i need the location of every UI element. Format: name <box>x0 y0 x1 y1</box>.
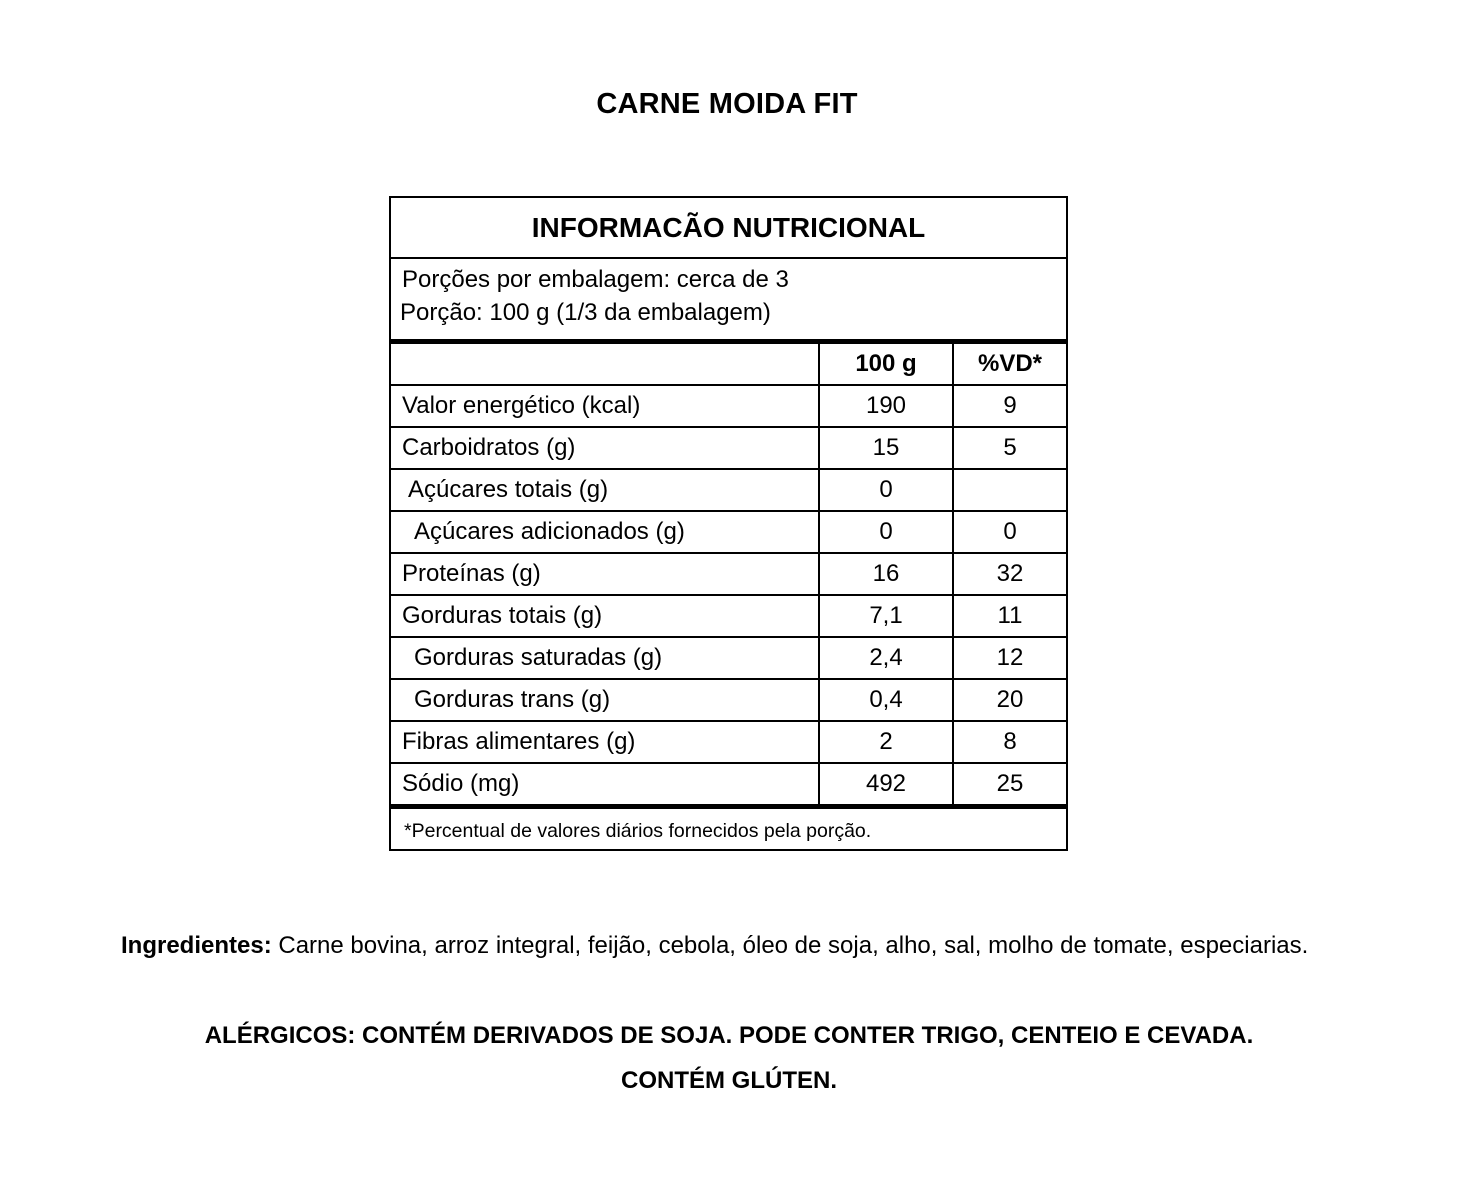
nutrient-name: Açúcares adicionados (g) <box>391 511 819 553</box>
nutrient-daily-value <box>953 469 1066 511</box>
nutrient-name: Gorduras trans (g) <box>391 679 819 721</box>
nutrient-daily-value: 20 <box>953 679 1066 721</box>
nutrient-name: Carboidratos (g) <box>391 427 819 469</box>
table-row <box>391 637 1066 679</box>
column-header-nutrient <box>391 344 819 385</box>
nutrient-daily-value: 8 <box>953 721 1066 763</box>
serving-info <box>391 259 1066 344</box>
product-title: CARNE MOIDA FIT <box>596 88 858 120</box>
nutrient-name: Sódio (mg) <box>391 763 819 807</box>
nutrient-quantity: 0,4 <box>819 679 953 721</box>
nutrition-facts-panel <box>389 196 1068 851</box>
table-row <box>391 679 1066 721</box>
nutrient-quantity: 0 <box>819 469 953 511</box>
ingredients-label: Ingredientes: <box>121 932 272 959</box>
ingredients-section <box>121 924 1351 968</box>
nutrition-header: INFORMACÃO NUTRICIONAL <box>391 198 1066 259</box>
nutrient-daily-value: 0 <box>953 511 1066 553</box>
nutrient-name: Fibras alimentares (g) <box>391 721 819 763</box>
servings-per-package: Porções por embalagem: cerca de 3 <box>402 266 789 293</box>
nutrient-daily-value: 12 <box>953 637 1066 679</box>
nutrient-quantity: 16 <box>819 553 953 595</box>
nutrient-quantity: 15 <box>819 427 953 469</box>
serving-size: Porção: 100 g (1/3 da embalagem) <box>400 299 771 326</box>
table-row <box>391 721 1066 763</box>
nutrient-quantity: 2 <box>819 721 953 763</box>
nutrient-name: Gorduras saturadas (g) <box>391 637 819 679</box>
nutrient-daily-value: 11 <box>953 595 1066 637</box>
table-row <box>391 763 1066 807</box>
table-header-row <box>391 344 1066 385</box>
nutrient-quantity: 492 <box>819 763 953 807</box>
nutrients-table <box>391 344 1066 809</box>
allergens-line-2: CONTÉM GLÚTEN. <box>621 1067 837 1094</box>
nutrient-daily-value: 25 <box>953 763 1066 807</box>
ingredients-text: Carne bovina, arroz integral, feijão, cebola, óleo de soja, alho, sal, molho de tomate, especiarias. <box>278 932 1309 959</box>
table-row <box>391 469 1066 511</box>
nutrient-daily-value: 5 <box>953 427 1066 469</box>
nutrient-quantity: 190 <box>819 385 953 427</box>
daily-value-footnote: *Percentual de valores diários fornecidos pela porção. <box>404 820 872 842</box>
nutrient-name: Proteínas (g) <box>391 553 819 595</box>
table-row <box>391 385 1066 427</box>
nutrient-name: Valor energético (kcal) <box>391 385 819 427</box>
nutrient-daily-value: 32 <box>953 553 1066 595</box>
nutrient-quantity: 2,4 <box>819 637 953 679</box>
table-row <box>391 595 1066 637</box>
nutrient-name: Açúcares totais (g) <box>391 469 819 511</box>
allergens-line-1: ALÉRGICOS: CONTÉM DERIVADOS DE SOJA. PODE CONTER TRIGO, CENTEIO E CEVADA. <box>204 1022 1254 1049</box>
nutrient-name: Gorduras totais (g) <box>391 595 819 637</box>
nutrient-daily-value: 9 <box>953 385 1066 427</box>
table-row <box>391 427 1066 469</box>
column-header-quantity: 100 g <box>819 344 953 385</box>
column-header-daily-value: %VD* <box>953 344 1066 385</box>
nutrient-quantity: 0 <box>819 511 953 553</box>
allergens-section <box>121 1013 1337 1103</box>
table-row <box>391 553 1066 595</box>
table-row <box>391 511 1066 553</box>
nutrient-quantity: 7,1 <box>819 595 953 637</box>
